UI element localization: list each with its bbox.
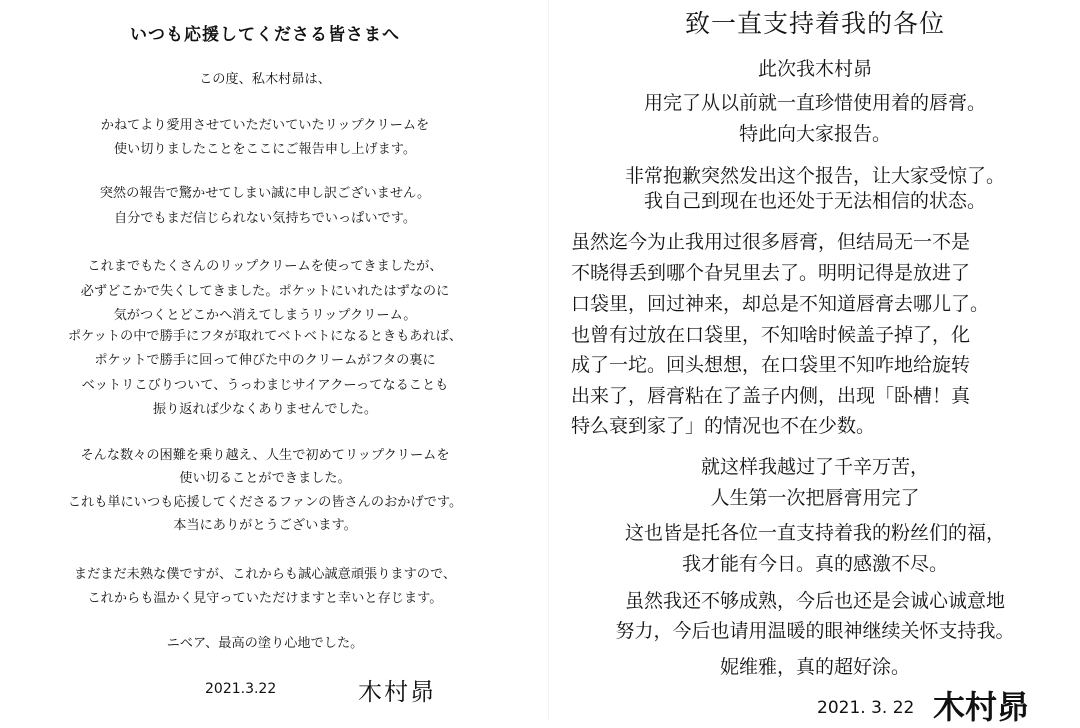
chinese-letter-title: 致一直支持着我的各位 <box>684 9 945 38</box>
chinese-line: 这也皆是托各位一直支持着我的粉丝们的福， <box>624 522 1005 544</box>
japanese-letter-signature: 木村昴 <box>358 678 436 706</box>
chinese-letter-signature: 木村昴 <box>933 688 1030 726</box>
chinese-line: 虽然迄今为止我用过很多唇膏，但结局无一不是 <box>571 231 971 253</box>
chinese-line: 虽然我还不够成熟，今后也还是会诚心诚意地 <box>624 590 1005 612</box>
japanese-line: 本当にありがとうございます。 <box>173 518 357 533</box>
japanese-line: 振り返れば少なくありませんでした。 <box>152 402 378 417</box>
chinese-line: 成了一坨。回头想想，在口袋里不知咋地给旋转 <box>571 354 971 376</box>
chinese-line: 努力，今后也请用温暖的眼神继续关怀支持我。 <box>615 620 1015 642</box>
chinese-line: 用完了从以前就一直珍惜使用着的唇膏。 <box>643 92 986 114</box>
japanese-line: 必ずどこかで失くしてきました。ポケットにいれたはずなのに <box>80 284 450 299</box>
chinese-line: 特此向大家报告。 <box>738 123 891 145</box>
chinese-line: 妮维雅，真的超好涂。 <box>719 656 910 678</box>
chinese-line: 我自己到现在也还处于无法相信的状态。 <box>643 190 986 212</box>
japanese-line: そんな数々の困難を乗り越え、人生で初めてリップクリームを <box>80 448 450 463</box>
japanese-letter-title: いつも応援してくださる皆さまへ <box>130 25 400 45</box>
japanese-line: 突然の報告で驚かせてしまい誠に申し訳ございません。 <box>99 186 431 201</box>
chinese-line: 我才能有今日。真的感激不尽。 <box>681 553 948 575</box>
chinese-line: 就这样我越过了千辛万苦， <box>700 456 929 478</box>
japanese-line: まだまだ未熟な僕ですが、これからも誠心誠意頑張りますので、 <box>73 567 457 582</box>
chinese-line: 非常抱歉突然发出这个报告，让大家受惊了。 <box>624 165 1005 187</box>
chinese-line: 不晓得丢到哪个旮旯里去了。明明记得是放进了 <box>571 262 971 284</box>
japanese-line: 使い切りましたことをここにご報告申し上げます。 <box>113 142 417 157</box>
chinese-line: 口袋里，回过神来，却总是不知道唇膏去哪儿了。 <box>571 293 990 315</box>
chinese-letter <box>548 0 1080 726</box>
japanese-line: 自分でもまだ信じられない気持ちでいっぱいです。 <box>113 211 417 226</box>
japanese-line: この度、私木村昴は、 <box>199 72 331 87</box>
japanese-line: かねてより愛用させていただいていたリップクリームを <box>100 118 430 133</box>
chinese-line: 也曾有过放在口袋里，不知啥时候盖子掉了，化 <box>571 324 971 346</box>
chinese-letter-date: 2021. 3. 22 <box>817 698 915 718</box>
japanese-line: これまでもたくさんのリップクリームを使ってきましたが、 <box>87 259 443 274</box>
japanese-letter-date: 2021.3.22 <box>205 681 277 697</box>
japanese-line: これも単にいつも応援してくださるファンの皆さんのおかげです。 <box>67 495 463 510</box>
chinese-line: 出来了，唇膏粘在了盖子内侧，出现「卧槽！真 <box>571 385 971 407</box>
japanese-line: 気がつくとどこかへ消えてしまうリップクリーム。 <box>113 308 417 323</box>
japanese-line: ポケットで勝手に回って伸びた中のクリームがフタの裏に <box>94 353 436 368</box>
chinese-line: 人生第一次把唇膏用完了 <box>710 487 920 509</box>
japanese-line: これからも温かく見守っていただけますと幸いと存じます。 <box>87 591 443 606</box>
japanese-line: ベットリこびりついて、うっわまじサイアクーってなることも <box>81 378 449 393</box>
chinese-line: 特么衰到家了」的情况也不在少数。 <box>571 415 876 437</box>
japanese-line: ポケットの中で勝手にフタが取れてベトベトになるときもあれば、 <box>67 329 463 344</box>
japanese-letter <box>0 0 530 720</box>
chinese-line: 此次我木村昴 <box>757 58 872 80</box>
japanese-line: ニベア、最高の塗り心地でした。 <box>166 636 364 651</box>
japanese-line: 使い切ることができました。 <box>179 471 351 486</box>
